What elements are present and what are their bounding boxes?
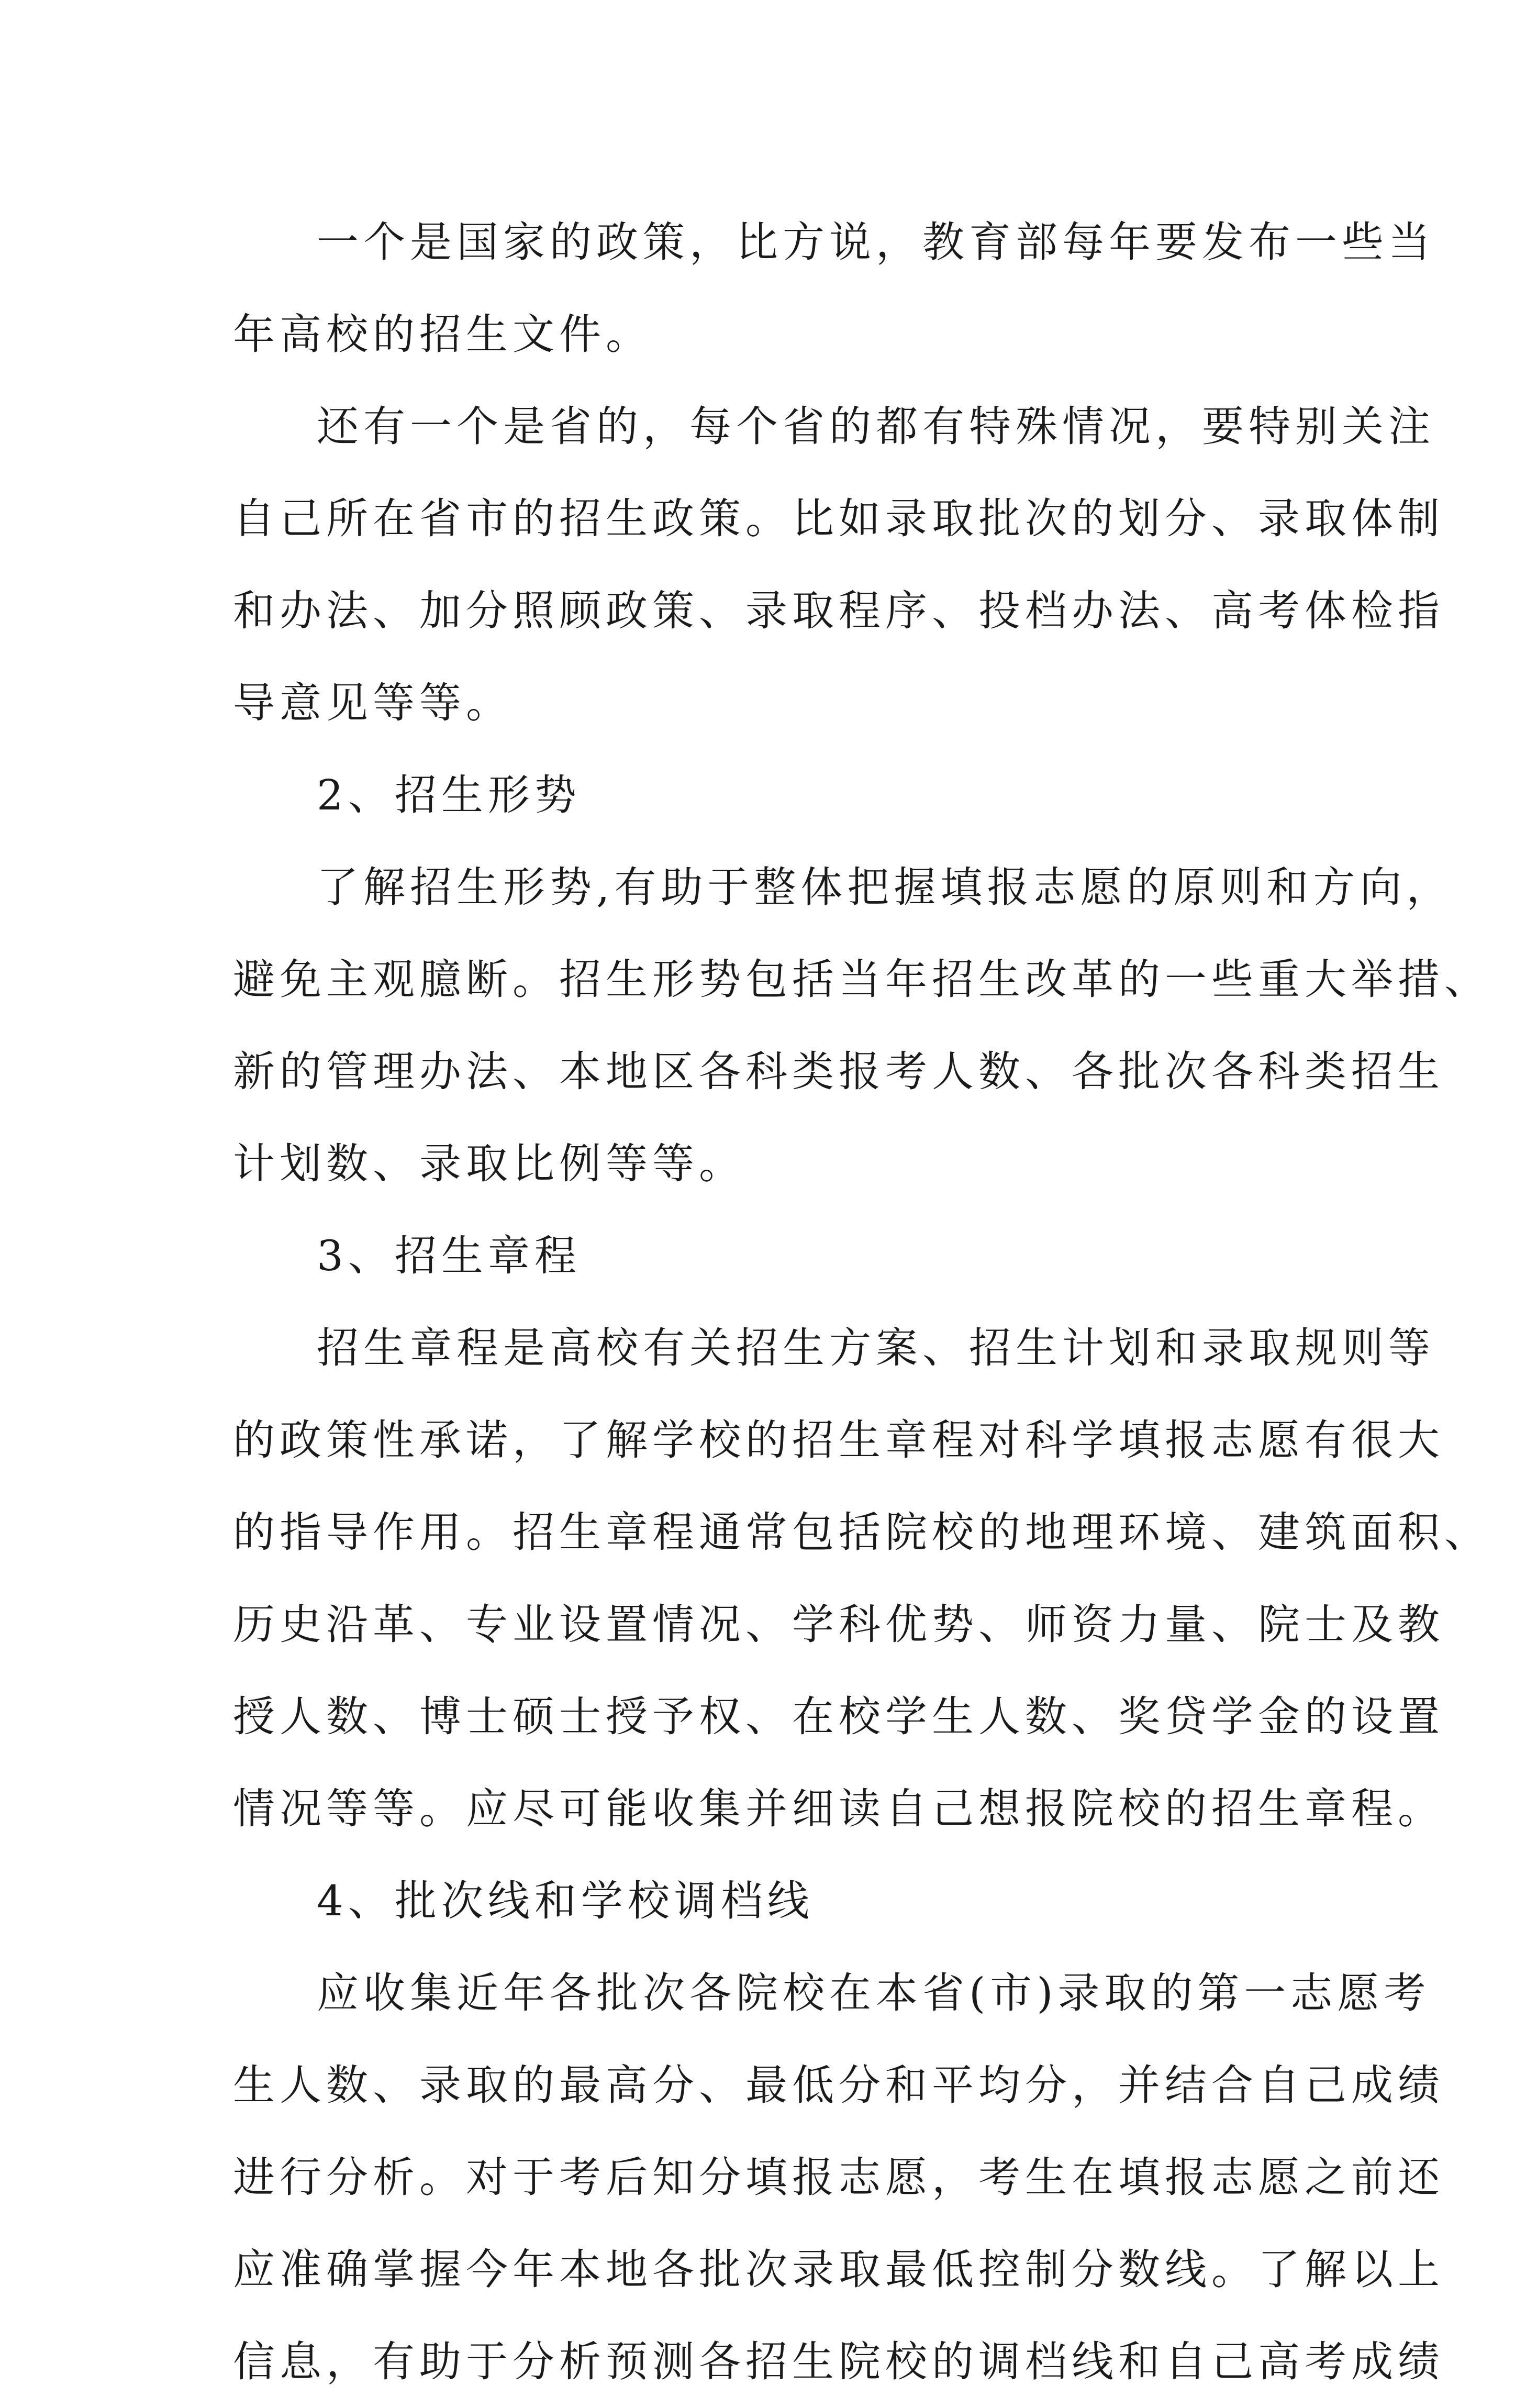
text-line: 的政策性承诺，了解学校的招生章程对科学填报志愿有很大 — [233, 1416, 1444, 1464]
text-line: 历史沿革、专业设置情况、学科优势、师资力量、院士及教 — [233, 1600, 1444, 1649]
text-line: 的指导作用。招生章程通常包括院校的地理环境、建筑面积、 — [233, 1508, 1491, 1557]
text-line: 情况等等。应尽可能收集并细读自己想报院校的招生章程。 — [233, 1784, 1444, 1833]
text-line: 一个是国家的政策，比方说，教育部每年要发布一些当 — [317, 218, 1435, 267]
text-line: 信息，有助于分析预测各招生院校的调档线和自己高考成绩 — [233, 2337, 1444, 2386]
text-line: 进行分析。对于考后知分填报志愿，考生在填报志愿之前还 — [233, 2153, 1444, 2202]
text-line: 了解招生形势,有助于整体把握填报志愿的原则和方向， — [317, 863, 1453, 912]
text-line: 避免主观臆断。招生形势包括当年招生改革的一些重大举措、 — [233, 955, 1491, 1004]
section-heading-enrollment-situation — [233, 749, 1296, 841]
text-line: 和办法、加分照顾政策、录取程序、投档办法、高考体检指 — [233, 586, 1444, 635]
text-line: 自己所在省市的招生政策。比如录取批次的划分、录取体制 — [233, 494, 1444, 543]
text-line: 应收集近年各批次各院校在本省(市)录取的第一志愿考 — [317, 1969, 1431, 2017]
heading-text: 2、招生形势 — [317, 771, 581, 819]
paragraph-provincial-policy — [233, 381, 1444, 749]
paragraph-batch-lines — [233, 1947, 1444, 2408]
text-line: 还有一个是省的，每个省的都有特殊情况，要特别关注 — [317, 402, 1435, 451]
document-body — [233, 196, 1491, 2408]
text-line: 授人数、博士硕士授予权、在校学生人数、奖贷学金的设置 — [233, 1692, 1444, 1741]
text-line: 应准确掌握今年本地各批次录取最低控制分数线。了解以上 — [233, 2245, 1444, 2294]
text-line: 招生章程是高校有关招生方案、招生计划和录取规则等 — [317, 1324, 1435, 1372]
section-heading-enrollment-charter — [233, 1210, 1296, 1302]
text-line: 年高校的招生文件。 — [233, 310, 652, 359]
section-heading-batch-lines — [233, 1855, 1296, 1947]
paragraph-national-policy — [233, 196, 1435, 381]
text-line: 生人数、录取的最高分、最低分和平均分，并结合自己成绩 — [233, 2061, 1444, 2110]
text-line: 新的管理办法、本地区各科类报考人数、各批次各科类招生 — [233, 1047, 1444, 1096]
heading-text: 3、招生章程 — [317, 1231, 581, 1280]
heading-text: 4、批次线和学校调档线 — [317, 1877, 814, 1925]
text-line: 计划数、录取比例等等。 — [233, 1139, 745, 1188]
text-line: 导意见等等。 — [233, 679, 513, 727]
paragraph-enrollment-charter — [233, 1302, 1491, 1855]
paragraph-enrollment-situation — [233, 841, 1491, 1210]
